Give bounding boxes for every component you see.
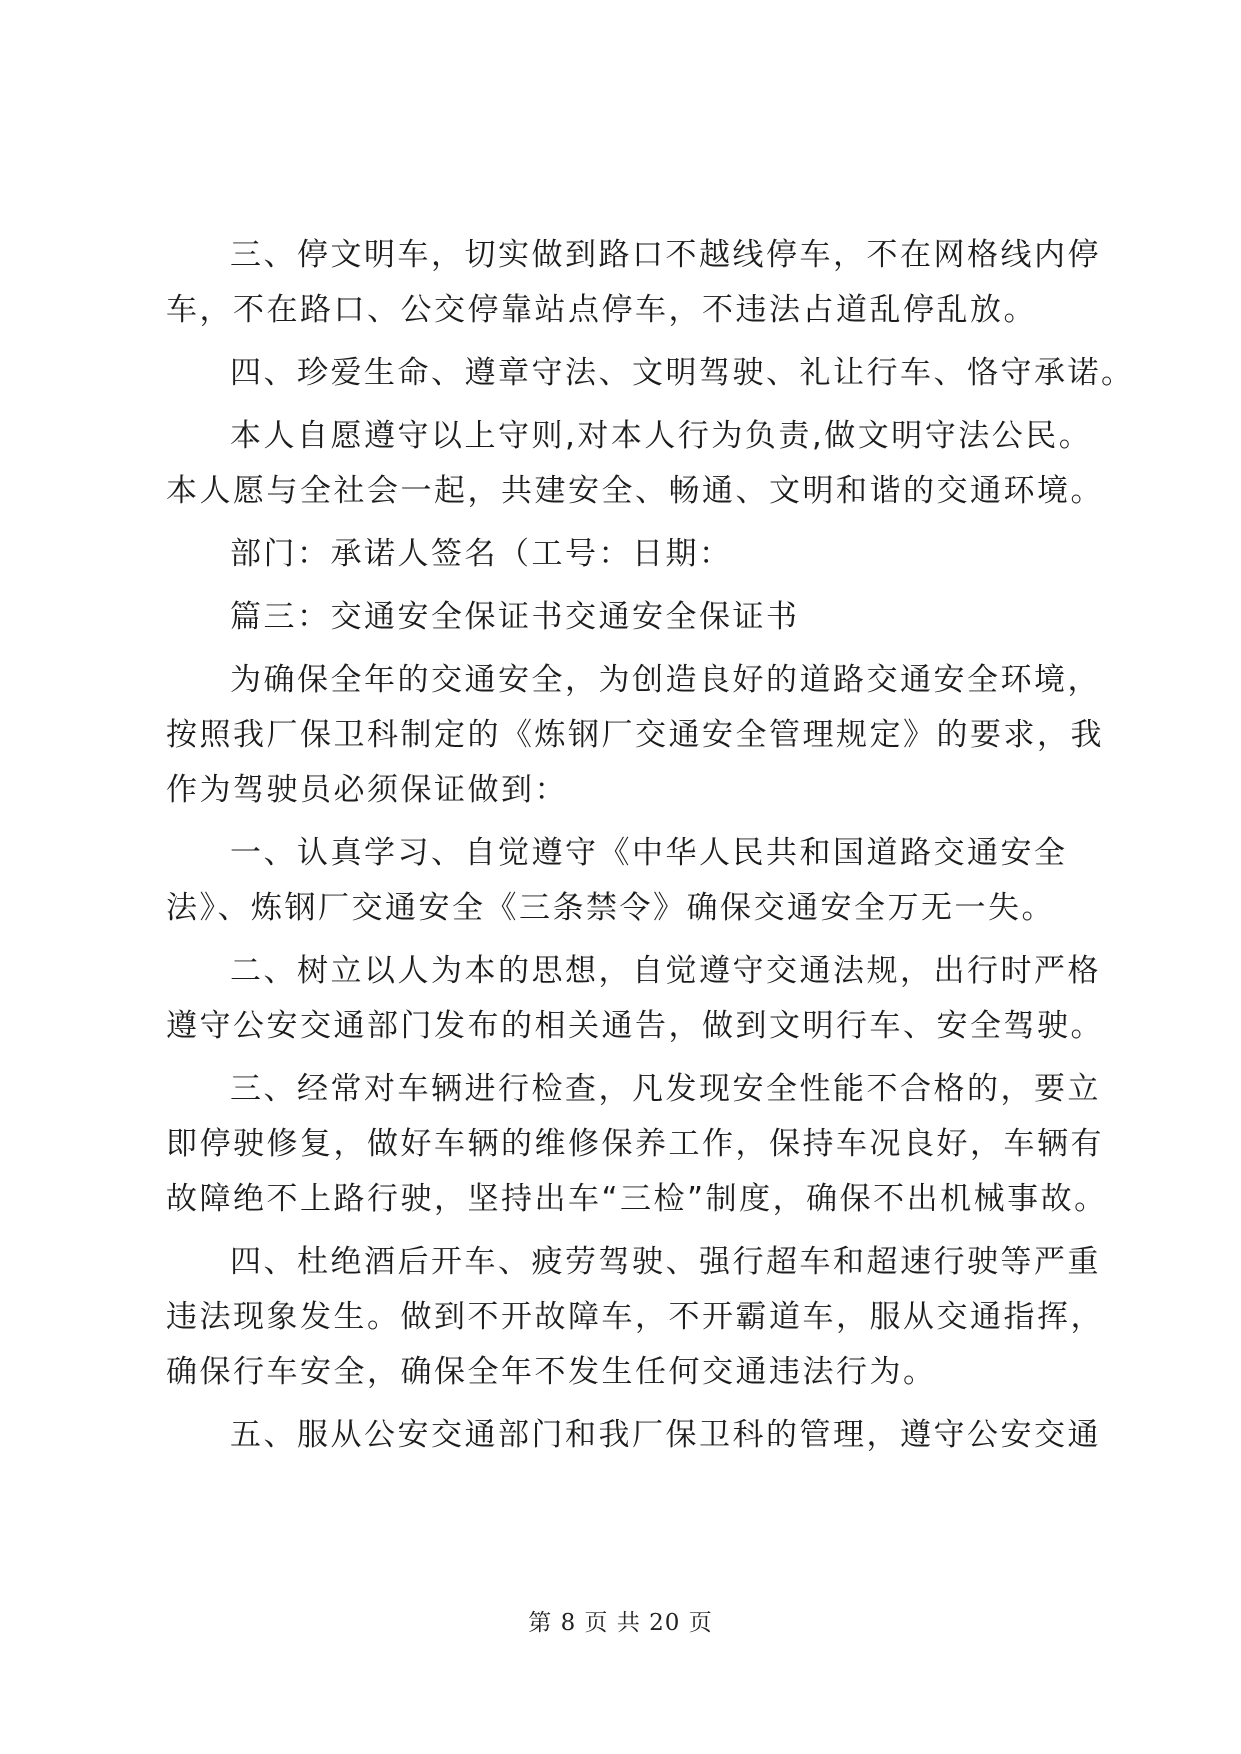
- paragraph-line: 作为驾驶员必须保证做到：: [166, 772, 568, 808]
- paragraph-line: 三、停文明车，切实做到路口不越线停车，不在网格线内停: [230, 237, 1101, 273]
- paragraph-line: 违法现象发生。做到不开故障车，不开霸道车，服从交通指挥，: [166, 1299, 1104, 1335]
- paragraph-line: 车，不在路口、公交停靠站点停车，不违法占道乱停乱放。: [166, 292, 1037, 328]
- paragraph-line: 为确保全年的交通安全，为创造良好的道路交通安全环境，: [230, 662, 1101, 698]
- paragraph-line: 五、服从公安交通部门和我厂保卫科的管理，遵守公安交通: [230, 1417, 1101, 1453]
- paragraph-line: 即停驶修复，做好车辆的维修保养工作，保持车况良好，车辆有: [166, 1126, 1104, 1162]
- paragraph-line: 四、杜绝酒后开车、疲劳驾驶、强行超车和超速行驶等严重: [230, 1244, 1101, 1280]
- document-body: [166, 228, 1135, 1463]
- page-number-footer: 第 8 页 共 20 页: [528, 1610, 713, 1636]
- paragraph-line: 一、认真学习、自觉遵守《中华人民共和国道路交通安全: [230, 835, 1068, 871]
- paragraph-line: 法》、炼钢厂交通安全《三条禁令》确保交通安全万无一失。: [166, 890, 1055, 926]
- paragraph-line: 二、树立以人为本的思想，自觉遵守交通法规，出行时严格: [230, 953, 1101, 989]
- signature-line: 部门：承诺人签名（工号：日期：: [230, 536, 733, 572]
- paragraph-line: 三、经常对车辆进行检查，凡发现安全性能不合格的，要立: [230, 1071, 1101, 1107]
- paragraph-line: 确保行车安全，确保全年不发生任何交通违法行为。: [166, 1354, 937, 1390]
- section-heading: 篇三：交通安全保证书交通安全保证书: [230, 599, 800, 635]
- paragraph-line: 本人自愿遵守以上守则,对本人行为负责,做文明守法公民。: [230, 418, 1093, 454]
- paragraph-line: 本人愿与全社会一起，共建安全、畅通、文明和谐的交通环境。: [166, 473, 1104, 509]
- paragraph-line: 故障绝不上路行驶，坚持出车“三检”制度，确保不出机械事故。: [166, 1181, 1108, 1217]
- paragraph-line: 按照我厂保卫科制定的《炼钢厂交通安全管理规定》的要求，我: [166, 717, 1104, 753]
- paragraph-line: 四、珍爱生命、遵章守法、文明驾驶、礼让行车、恪守承诺。: [230, 355, 1135, 391]
- paragraph-line: 遵守公安交通部门发布的相关通告，做到文明行车、安全驾驶。: [166, 1008, 1104, 1044]
